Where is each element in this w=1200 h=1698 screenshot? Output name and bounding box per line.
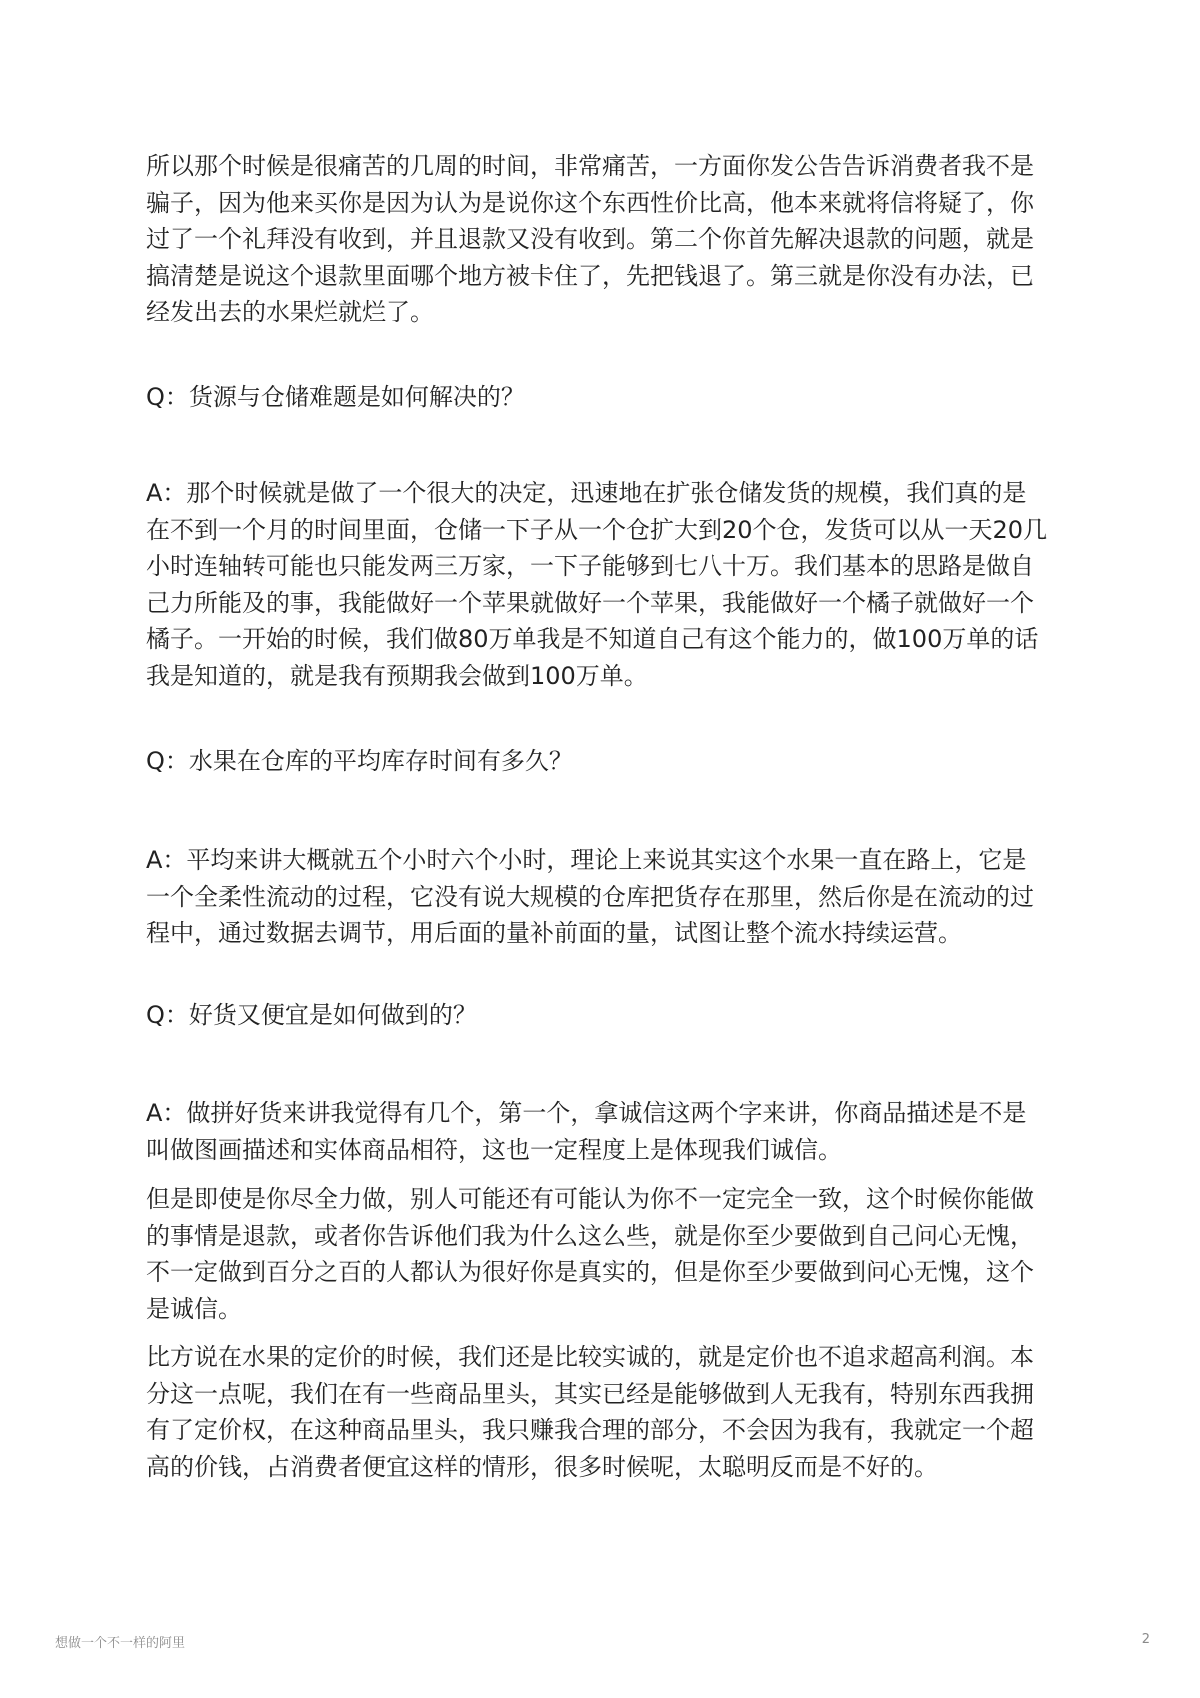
answer-3 xyxy=(146,1095,1066,1168)
text-line: 橘子。一开始的时候，我们做80万单我是不知道自己有这个能力的，做100万单的话 xyxy=(146,625,1039,653)
text-line: Q：货源与仓储难题是如何解决的？ xyxy=(146,383,525,411)
answer-2 xyxy=(146,842,1066,952)
text-line: 搞清楚是说这个退款里面哪个地方被卡住了，先把钱退了。第三就是你没有办法，已 xyxy=(146,261,1034,290)
text-line: A：平均来讲大概就五个小时六个小时，理论上来说其实这个水果一直在路上，它是 xyxy=(146,846,1027,874)
text-line: Q：好货又便宜是如何做到的？ xyxy=(146,1001,477,1029)
text-line: 己力所能及的事，我能做好一个苹果就做好一个苹果，我能做好一个橘子就做好一个 xyxy=(146,588,1034,617)
text-line: 小时连轴转可能也只能发两三万家，一下子能够到七八十万。我们基本的思路是做自 xyxy=(146,552,1034,580)
answer-3-paragraph-3 xyxy=(146,1339,1066,1485)
text-line: 一个全柔性流动的过程，它没有说大规模的仓库把货存在那里，然后你是在流动的过 xyxy=(146,882,1034,911)
text-line: A：那个时候就是做了一个很大的决定，迅速地在扩张仓储发货的规模，我们真的是 xyxy=(146,479,1027,507)
text-line: 但是即使是你尽全力做，别人可能还有可能认为你不一定完全一致，这个时候你能做 xyxy=(146,1185,1034,1213)
text-line: A：做拼好货来讲我觉得有几个，第一个，拿诚信这两个字来讲，你商品描述是不是 xyxy=(146,1099,1027,1127)
text-line: 是诚信。 xyxy=(146,1294,242,1323)
page-number: 2 xyxy=(1141,1632,1150,1647)
question-1 xyxy=(146,379,1066,416)
question-2 xyxy=(146,743,1066,780)
text-line: 所以那个时候是很痛苦的几周的时间，非常痛苦，一方面你发公告告诉消费者我不是 xyxy=(146,152,1034,180)
text-line: Q：水果在仓库的平均库存时间有多久？ xyxy=(146,747,573,775)
text-line: 我是知道的，就是我有预期我会做到100万单。 xyxy=(146,661,648,690)
text-line: 经发出去的水果烂就烂了。 xyxy=(146,298,434,326)
text-line: 不一定做到百分之百的人都认为很好你是真实的，但是你至少要做到问心无愧，这个 xyxy=(146,1258,1034,1286)
text-line: 有了定价权，在这种商品里头，我只赚我合理的部分，不会因为我有，我就定一个超 xyxy=(146,1416,1034,1444)
text-line: 的事情是退款，或者你告诉他们我为什么这么些，就是你至少要做到自己问心无愧， xyxy=(146,1221,1034,1250)
text-line: 高的价钱，占消费者便宜这样的情形，很多时候呢，太聪明反而是不好的。 xyxy=(146,1452,938,1481)
text-line: 叫做图画描述和实体商品相符，这也一定程度上是体现我们诚信。 xyxy=(146,1135,842,1164)
answer-3-paragraph-2 xyxy=(146,1181,1066,1327)
text-line: 在不到一个月的时间里面，仓储一下子从一个仓扩大到20个仓，发货可以从一天20几 xyxy=(146,515,1048,544)
text-line: 程中，通过数据去调节，用后面的量补前面的量，试图让整个流水持续运营。 xyxy=(146,919,962,947)
footer-title: 想做一个不一样的阿里 xyxy=(55,1636,186,1651)
text-line: 骗子，因为他来买你是因为认为是说你这个东西性价比高，他本来就将信将疑了，你 xyxy=(146,188,1034,217)
answer-1 xyxy=(146,475,1066,694)
question-3 xyxy=(146,997,1066,1034)
text-line: 比方说在水果的定价的时候，我们还是比较实诚的，就是定价也不追求超高利润。本 xyxy=(146,1343,1034,1371)
text-line: 过了一个礼拜没有收到，并且退款又没有收到。第二个你首先解决退款的问题，就是 xyxy=(146,225,1034,253)
text-line: 分这一点呢，我们在有一些商品里头，其实已经是能够做到人无我有，特别东西我拥 xyxy=(146,1379,1034,1408)
paragraph-intro xyxy=(146,148,1066,331)
